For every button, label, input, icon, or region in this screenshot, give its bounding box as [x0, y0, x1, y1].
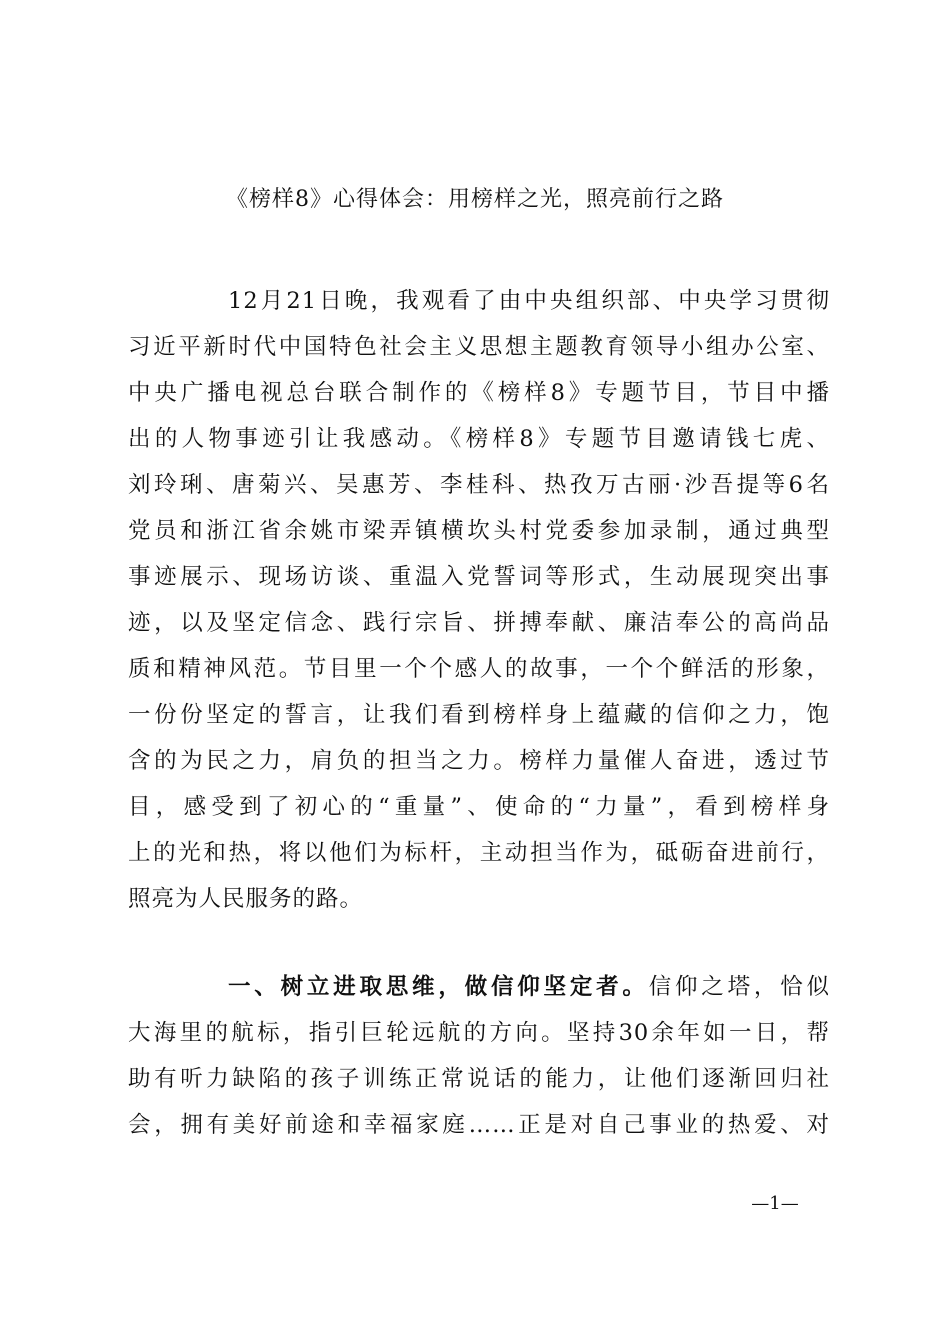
paragraph-line: 大海里的航标，指引巨轮远航的方向。坚持30余年如一日，帮 [128, 1020, 830, 1046]
paragraph-line: 质和精神风范。节目里一个个感人的故事，一个个鲜活的形象， [128, 656, 830, 682]
page-number: —1— [751, 1193, 799, 1214]
section-heading: 一、树立进取思维，做信仰坚定者。 [228, 974, 649, 1000]
document-title: 《榜样8》心得体会：用榜样之光，照亮前行之路 [226, 187, 724, 212]
paragraph-line: 习近平新时代中国特色社会主义思想主题教育领导小组办公室、 [128, 334, 830, 360]
section-one [128, 964, 830, 1148]
paragraph-line: 助有听力缺陷的孩子训练正常说话的能力，让他们逐渐回归社 [128, 1066, 830, 1092]
paragraph-line: 出的人物事迹引让我感动。《榜样8》专题节目邀请钱七虎、 [128, 426, 830, 452]
paragraph-line: 上的光和热，将以他们为标杆，主动担当作为，砥砺奋进前行， [128, 840, 830, 866]
paragraph-line: 党员和浙江省余姚市梁弄镇横坎头村党委参加录制，通过典型 [128, 518, 830, 544]
paragraph-line: 中央广播电视总台联合制作的《榜样8》专题节目，节目中播 [128, 380, 830, 406]
section-heading-line [128, 964, 830, 1010]
section-heading-continuation: 信仰之塔，恰似 [648, 974, 830, 1000]
paragraph-line: 12月21日晚，我观看了由中央组织部、中央学习贯彻 [228, 288, 830, 314]
paragraph-line: 事迹展示、现场访谈、重温入党誓词等形式，生动展现突出事 [128, 564, 830, 590]
paragraph-line: 刘玲琍、唐菊兴、吴惠芳、李桂科、热孜万古丽·沙吾提等6名 [128, 472, 830, 498]
paragraph-line: 迹，以及坚定信念、践行宗旨、拼搏奉献、廉洁奉公的高尚品 [128, 610, 830, 636]
paragraph-line: 照亮为人民服务的路。 [128, 886, 364, 912]
paragraph-line: 一份份坚定的誓言，让我们看到榜样身上蕴藏的信仰之力，饱 [128, 702, 830, 728]
paragraph-line: 会，拥有美好前途和幸福家庭……正是对自己事业的热爱、对 [128, 1112, 830, 1138]
paragraph-intro [128, 278, 830, 922]
paragraph-line: 含的为民之力，肩负的担当之力。榜样力量催人奋进，透过节 [128, 748, 830, 774]
paragraph-line: 目，感受到了初心的“重量”、使命的“力量”，看到榜样身 [128, 794, 830, 820]
